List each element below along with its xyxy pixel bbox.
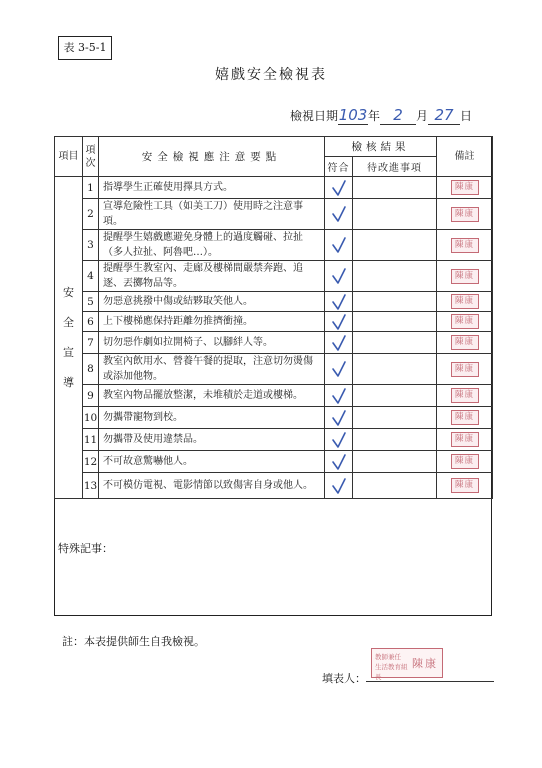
row-remark [437, 292, 493, 312]
date-prefix: 檢視日期 [290, 109, 339, 123]
row-remark [437, 429, 493, 451]
footnote: 註：本表提供師生自我檢視。 [62, 635, 205, 648]
row-improve [353, 230, 437, 261]
row-pass [325, 199, 353, 230]
row-improve [353, 407, 437, 429]
row-pass [325, 261, 353, 292]
check-mark-icon [331, 360, 347, 378]
row-requirement: 切勿惡作劇如拉開椅子、以腳絆人等。 [99, 332, 325, 354]
row-pass [325, 407, 353, 429]
row-improve [353, 292, 437, 312]
table-row [55, 451, 493, 473]
row-stamp: 陳康 [451, 269, 479, 284]
row-requirement: 勿攜帶及使用違禁品。 [99, 429, 325, 451]
row-pass [325, 292, 353, 312]
checklist-table [54, 136, 493, 499]
row-requirement: 宣導危險性工具（如美工刀）使用時之注意事項。 [99, 199, 325, 230]
table-row [55, 407, 493, 429]
row-requirement: 勿攜帶寵物到校。 [99, 407, 325, 429]
row-stamp: 陳康 [451, 432, 479, 447]
row-number: 3 [83, 230, 99, 261]
row-improve [353, 354, 437, 385]
row-requirement: 教室內物品擺放整潔，未堆積於走道或樓梯。 [99, 385, 325, 407]
row-stamp: 陳康 [451, 335, 479, 350]
row-stamp: 陳康 [451, 314, 479, 329]
check-mark-icon [331, 236, 347, 254]
row-improve [353, 177, 437, 199]
row-stamp: 陳康 [451, 294, 479, 309]
row-stamp: 陳康 [451, 454, 479, 469]
date-year: 103 [338, 106, 368, 124]
row-pass [325, 332, 353, 354]
check-mark-icon [331, 453, 347, 471]
row-pass [325, 451, 353, 473]
category-cell [55, 177, 83, 499]
row-remark [437, 199, 493, 230]
row-improve [353, 199, 437, 230]
table-row [55, 429, 493, 451]
check-mark-icon [331, 431, 347, 449]
table-row [55, 292, 493, 312]
inspection-date [290, 106, 472, 125]
row-requirement: 教室內飲用水、營養午餐的提取，注意切勿燙傷或添加他物。 [99, 354, 325, 385]
check-mark-icon [331, 293, 347, 311]
date-month-unit: 月 [416, 109, 429, 123]
header-pass: 符合 [325, 157, 353, 177]
row-improve [353, 473, 437, 499]
row-improve [353, 261, 437, 292]
row-stamp: 陳康 [451, 388, 479, 403]
row-remark [437, 177, 493, 199]
table-row [55, 261, 493, 292]
header-remark: 備註 [437, 137, 493, 177]
table-row [55, 312, 493, 332]
row-number: 10 [83, 407, 99, 429]
date-day: 27 [428, 106, 460, 125]
row-pass [325, 177, 353, 199]
date-year-unit: 年 [368, 109, 381, 123]
category-label: 安全宣導 [63, 285, 74, 389]
row-number: 2 [83, 199, 99, 230]
check-mark-icon [331, 334, 347, 352]
row-number: 1 [83, 177, 99, 199]
row-remark [437, 451, 493, 473]
header-requirement: 安全檢視應注意要點 [99, 137, 325, 177]
date-day-unit: 日 [460, 109, 473, 123]
row-improve [353, 312, 437, 332]
row-stamp: 陳康 [451, 238, 479, 253]
row-improve [353, 332, 437, 354]
row-number: 5 [83, 292, 99, 312]
row-number: 8 [83, 354, 99, 385]
row-remark [437, 332, 493, 354]
row-number: 4 [83, 261, 99, 292]
row-number: 13 [83, 473, 99, 499]
header-result: 檢核結果 [325, 137, 437, 157]
row-number: 11 [83, 429, 99, 451]
row-requirement: 上下樓梯應保持距離勿推擠衝撞。 [99, 312, 325, 332]
row-pass [325, 429, 353, 451]
row-number: 6 [83, 312, 99, 332]
row-number: 7 [83, 332, 99, 354]
row-requirement: 勿惡意挑撥中傷或結夥取笑他人。 [99, 292, 325, 312]
table-row [55, 385, 493, 407]
row-pass [325, 473, 353, 499]
row-pass [325, 354, 353, 385]
row-requirement: 提醒學生嬉戲應避免身體上的過度觸碰、拉扯（多人拉扯、阿魯吧…）。 [99, 230, 325, 261]
row-requirement: 指導學生正確使用擇具方式。 [99, 177, 325, 199]
table-row [55, 199, 493, 230]
date-month: 2 [380, 106, 416, 125]
check-mark-icon [331, 179, 347, 197]
row-stamp: 陳康 [451, 180, 479, 195]
row-stamp: 陳康 [451, 478, 479, 493]
header-improve: 待改進事項 [353, 157, 437, 177]
row-improve [353, 385, 437, 407]
table-row [55, 230, 493, 261]
row-remark [437, 230, 493, 261]
row-remark [437, 354, 493, 385]
row-pass [325, 385, 353, 407]
table-row [55, 473, 493, 499]
row-stamp: 陳康 [451, 362, 479, 377]
check-mark-icon [331, 477, 347, 495]
check-mark-icon [331, 267, 347, 285]
row-requirement: 提醒學生教室內、走廊及樓梯間嚴禁奔跑、追逐、丟擲物品等。 [99, 261, 325, 292]
header-num: 項次 [83, 137, 99, 177]
filler-seal: 教師兼任 生活教育組長 陳康 [371, 648, 443, 678]
row-remark [437, 261, 493, 292]
table-row [55, 332, 493, 354]
table-row [55, 177, 493, 199]
row-requirement: 不可模仿電視、電影情節以致傷害自身或他人。 [99, 473, 325, 499]
row-requirement: 不可故意驚嚇他人。 [99, 451, 325, 473]
row-remark [437, 407, 493, 429]
row-remark [437, 312, 493, 332]
row-improve [353, 429, 437, 451]
row-pass [325, 312, 353, 332]
row-number: 12 [83, 451, 99, 473]
row-number: 9 [83, 385, 99, 407]
table-row [55, 354, 493, 385]
header-item: 項目 [55, 137, 83, 177]
form-code: 表 3-5-1 [58, 36, 112, 60]
check-mark-icon [331, 313, 347, 331]
check-mark-icon [331, 409, 347, 427]
filler-label: 填表人： [322, 672, 366, 685]
row-pass [325, 230, 353, 261]
row-improve [353, 451, 437, 473]
row-remark [437, 473, 493, 499]
row-stamp: 陳康 [451, 207, 479, 222]
special-notes-label: 特殊記事： [58, 542, 113, 555]
row-stamp: 陳康 [451, 410, 479, 425]
check-mark-icon [331, 387, 347, 405]
page-title: 嬉戲安全檢視表 [215, 67, 327, 83]
check-mark-icon [331, 205, 347, 223]
row-remark [437, 385, 493, 407]
